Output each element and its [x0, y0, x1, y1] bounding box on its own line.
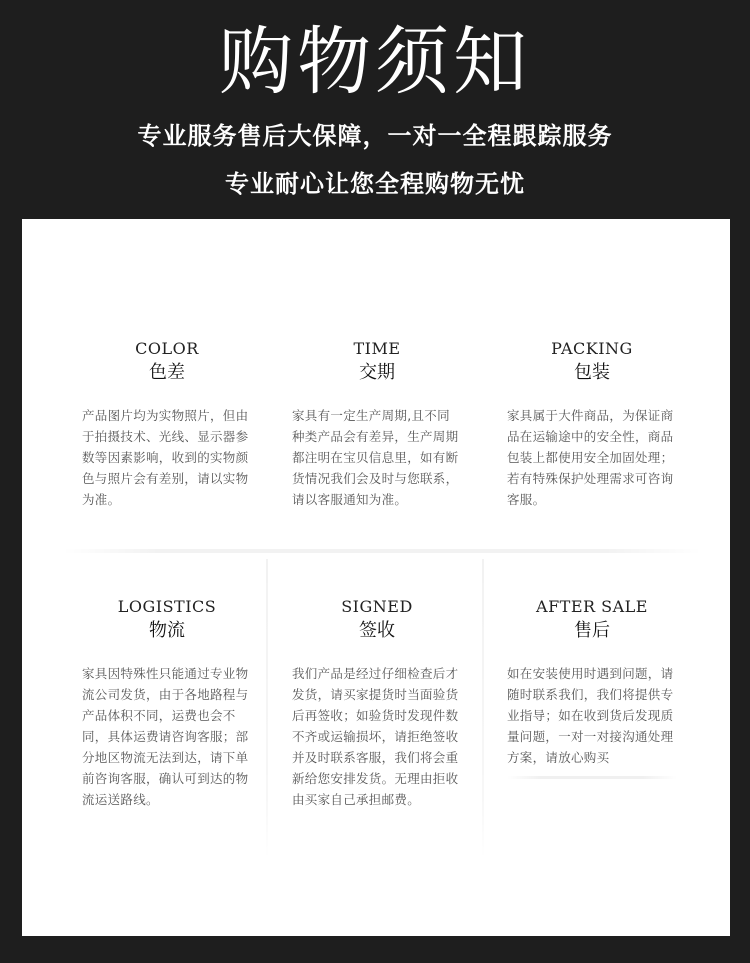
- row-divider: [62, 549, 702, 553]
- header: [0, 0, 750, 220]
- item-english-title: AFTER SALE: [536, 597, 648, 616]
- item-english-title: TIME: [353, 339, 401, 358]
- notice-item-color: [82, 339, 252, 510]
- item-english-title: LOGISTICS: [117, 597, 217, 616]
- item-chinese-title: 售后: [574, 620, 610, 641]
- item-english-title: SIGNED: [341, 597, 413, 616]
- item-underline: [507, 776, 677, 779]
- item-chinese-title: 色差: [149, 362, 185, 383]
- item-english-title: PACKING: [551, 339, 633, 358]
- page-title: 购物须知: [219, 19, 531, 105]
- item-english-title: COLOR: [135, 339, 199, 358]
- column-divider: [482, 559, 484, 859]
- notice-card: [22, 219, 730, 936]
- item-description: 家具属于大件商品，为保证商品在运输途中的安全性，商品包装上都使用安全加固处理；若有特殊保护处理需求可咨询客服。: [507, 408, 674, 507]
- notice-item-packing: [507, 339, 677, 510]
- subtitle-service: 专业服务售后大保障，一对一全程跟踪服务: [137, 122, 613, 150]
- item-description: 我们产品是经过仔细检查后才发货，请买家提货时当面验货后再签收；如验货时发现件数不齐或运输损坏，请拒绝签收并及时联系客服，我们将会重新给您安排发货。无理由拒收由买家自己承担邮费。: [292, 666, 459, 807]
- item-chinese-title: 物流: [149, 620, 185, 641]
- item-description: 家具有一定生产周期,且不同种类产品会有差异，生产周期都注明在宝贝信息里，如有断货情况我们会及时与您联系，请以客服通知为准。: [292, 408, 459, 507]
- item-chinese-title: 签收: [359, 620, 395, 641]
- item-description: 如在安装使用时遇到问题，请随时联系我们，我们将提供专业指导；如在收到货后发现质量问题，一对一对接沟通处理方案，请放心购买: [507, 666, 674, 765]
- item-description: 产品图片均为实物照片，但由于拍摄技术、光线、显示器参数等因素影响，收到的实物颜色与照片会有差别，请以实物为准。: [82, 408, 249, 507]
- notice-item-time: [292, 339, 462, 510]
- item-description: 家具因特殊性只能通过专业物流公司发货，由于各地路程与产品体积不同，运费也会不同，具体运费请咨询客服；部分地区物流无法到达，请下单前咨询客服，确认可到达的物流运送路线。: [82, 666, 249, 807]
- item-chinese-title: 交期: [359, 362, 395, 383]
- item-chinese-title: 包装: [574, 362, 610, 383]
- notice-item-after-sale: [507, 597, 677, 779]
- subtitle-worry-free: 专业耐心让您全程购物无忧: [225, 170, 525, 198]
- column-divider: [266, 559, 268, 859]
- notice-item-signed: [292, 597, 462, 810]
- notice-item-logistics: [82, 597, 252, 810]
